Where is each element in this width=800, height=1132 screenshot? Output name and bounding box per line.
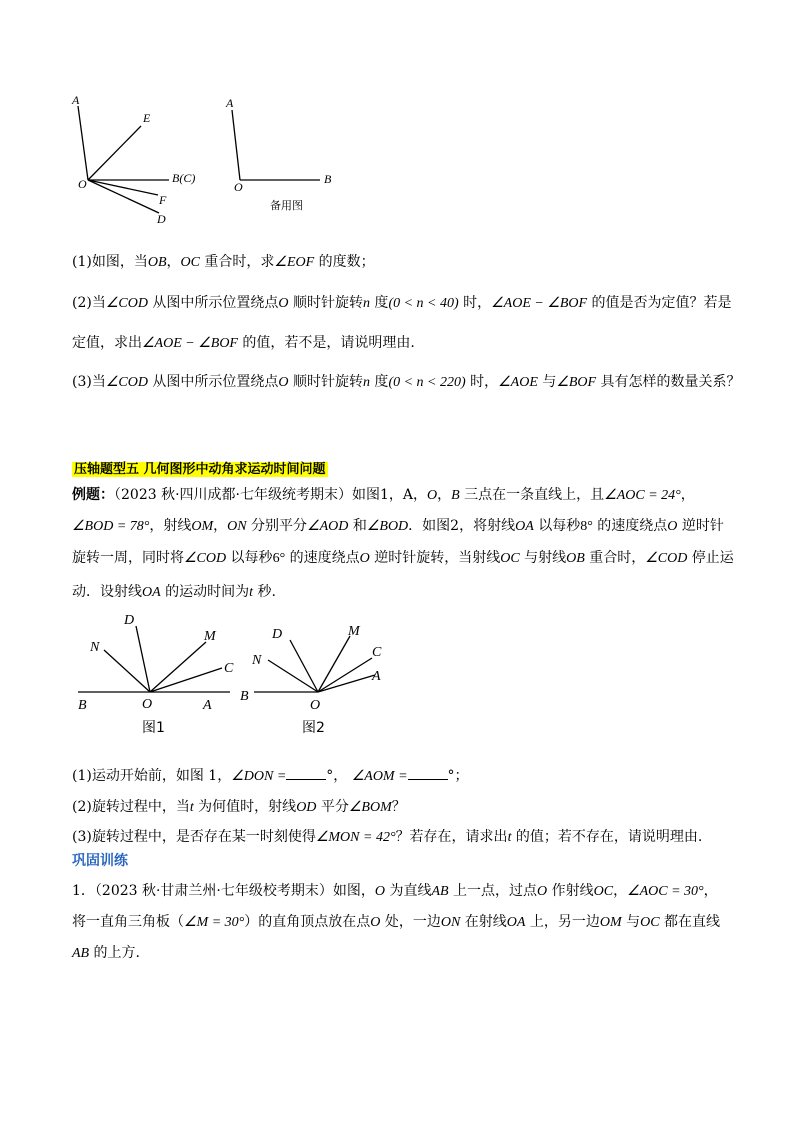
answer-blank[interactable] <box>408 767 448 780</box>
label-B-C: B(C) <box>172 171 196 185</box>
figure-2-diagram <box>232 608 402 738</box>
q1-part2-cont: 定值，求出∠AOE − ∠BOF 的值，若不是，请说明理由. <box>72 335 415 351</box>
section-heading: 压轴题型五 几何图形中动角求运动时间问题 <box>74 462 326 477</box>
label-C: C <box>224 661 234 676</box>
label-O: O <box>78 177 87 191</box>
q2-part3: (3)旋转过程中，是否存在某一时刻使得∠MON = 42°？若存在，请求出t 的值；若不存在，请说明理由. <box>72 829 703 845</box>
label-D: D <box>124 613 135 628</box>
label-B: B <box>324 172 332 186</box>
label-D: D <box>157 212 166 225</box>
example-line1: 例题：（2023 秋·四川成都·七年级统考期末）如图1，A，O，B 三点在一条直线上，且∠AOC = 24°， <box>72 487 695 503</box>
label-F: F <box>159 193 167 207</box>
q2-part1: (1)运动开始前，如图 1，∠DON = °， ∠AOM = °； <box>72 768 469 784</box>
label-O: O <box>310 698 321 713</box>
figure-rays-aebfd <box>66 90 216 225</box>
label-M: M <box>204 629 216 644</box>
practice-line1: 1．（2023 秋·甘肃兰州·七年级校考期末）如图，O 为直线AB 上一点，过点O 作射线OC，∠AOC = 30°， <box>72 883 718 899</box>
label-B: B <box>240 689 249 704</box>
label-D: D <box>272 627 283 642</box>
answer-blank[interactable] <box>286 767 326 780</box>
practice-heading: 巩固训练 <box>72 853 128 869</box>
example-line4: 动．设射线OA 的运动时间为t 秒. <box>72 584 276 600</box>
q1-part3: (3)当∠COD 从图中所示位置绕点O 顺时针旋转n 度(0 < n < 220) 时，∠AOE 与∠BOF 具有怎样的数量关系？ <box>72 374 741 390</box>
label-A: A <box>72 93 80 107</box>
label-E: E <box>143 111 151 125</box>
q1-part1: (1)如图，当OB，OC 重合时，求∠EOF 的度数； <box>72 254 375 270</box>
label-O: O <box>234 180 243 194</box>
practice-line3: AB 的上方. <box>72 945 141 961</box>
label-A: A <box>203 698 212 713</box>
figure-1-diagram <box>70 608 240 738</box>
label-B: B <box>78 698 87 713</box>
figure-caption: 图2 <box>302 720 325 736</box>
figure-caption: 备用图 <box>270 199 303 212</box>
label-A: A <box>226 96 234 110</box>
example-line2: ∠BOD = 78°，射线OM，ON 分别平分∠AOD 和∠BOD．如图2，将射线OA 以每秒8° 的速度绕点O 逆时针 <box>72 518 724 534</box>
q2-part2: (2)旋转过程中，当t 为何值时，射线OD 平分∠BOM？ <box>72 799 406 815</box>
figure-caption: 图1 <box>142 720 165 736</box>
practice-line2: 将一直角三角板（∠M = 30°）的直角顶点放在点O 处，一边ON 在射线OA 上，另一边OM 与OC 都在直线 <box>72 914 721 930</box>
q1-part2: (2)当∠COD 从图中所示位置绕点O 顺时针旋转n 度(0 < n < 40) 时，∠AOE − ∠BOF 的值是否为定值？若是 <box>72 295 732 311</box>
label-A: A <box>372 669 381 684</box>
label-M: M <box>348 624 360 639</box>
label-O: O <box>142 697 153 712</box>
label-C: C <box>372 645 382 660</box>
example-line3: 旋转一周，同时将∠COD 以每秒6° 的速度绕点O 逆时针旋转，当射线OC 与射线OB 重合时，∠COD 停止运 <box>72 550 734 566</box>
figure-spare-aob <box>220 90 350 220</box>
label-N: N <box>252 653 262 668</box>
label-N: N <box>90 640 100 655</box>
